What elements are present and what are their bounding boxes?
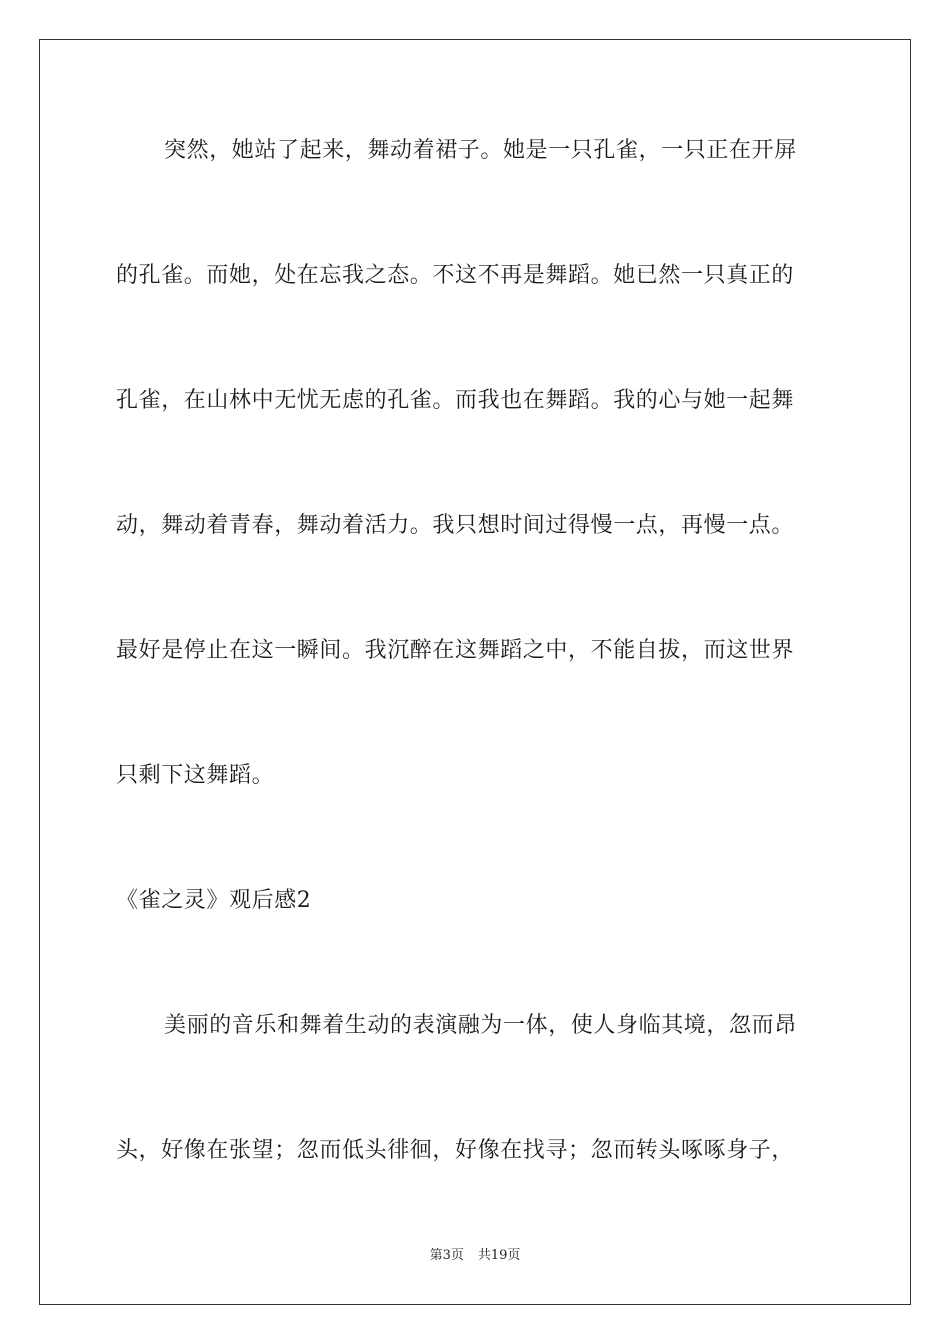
paragraph-line: 孔雀，在山林中无忧无虑的孔雀。而我也在舞蹈。我的心与她一起舞: [116, 388, 795, 413]
paragraph-line: 只剩下这舞蹈。: [116, 763, 275, 788]
page-border: [39, 39, 911, 1305]
section-title: 《雀之灵》观后感2: [116, 888, 312, 913]
page-number: 第3页: [429, 1248, 464, 1263]
page-footer: [0, 1247, 950, 1265]
paragraph-line: 的孔雀。而她，处在忘我之态。不这不再是舞蹈。她已然一只真正的: [116, 263, 795, 288]
paragraph-line: 突然，她站了起来，舞动着裙子。她是一只孔雀，一只正在开屏: [164, 138, 797, 163]
page-total: 共19页: [477, 1248, 521, 1263]
paragraph-line: 动，舞动着青春，舞动着活力。我只想时间过得慢一点，再慢一点。: [116, 513, 795, 538]
paragraph-line: 头，好像在张望；忽而低头徘徊，好像在找寻；忽而转头啄啄身子，: [116, 1138, 795, 1163]
paragraph-line: 美丽的音乐和舞着生动的表演融为一体，使人身临其境，忽而昂: [164, 1013, 797, 1038]
paragraph-line: 最好是停止在这一瞬间。我沉醉在这舞蹈之中，不能自拔，而这世界: [116, 638, 795, 663]
